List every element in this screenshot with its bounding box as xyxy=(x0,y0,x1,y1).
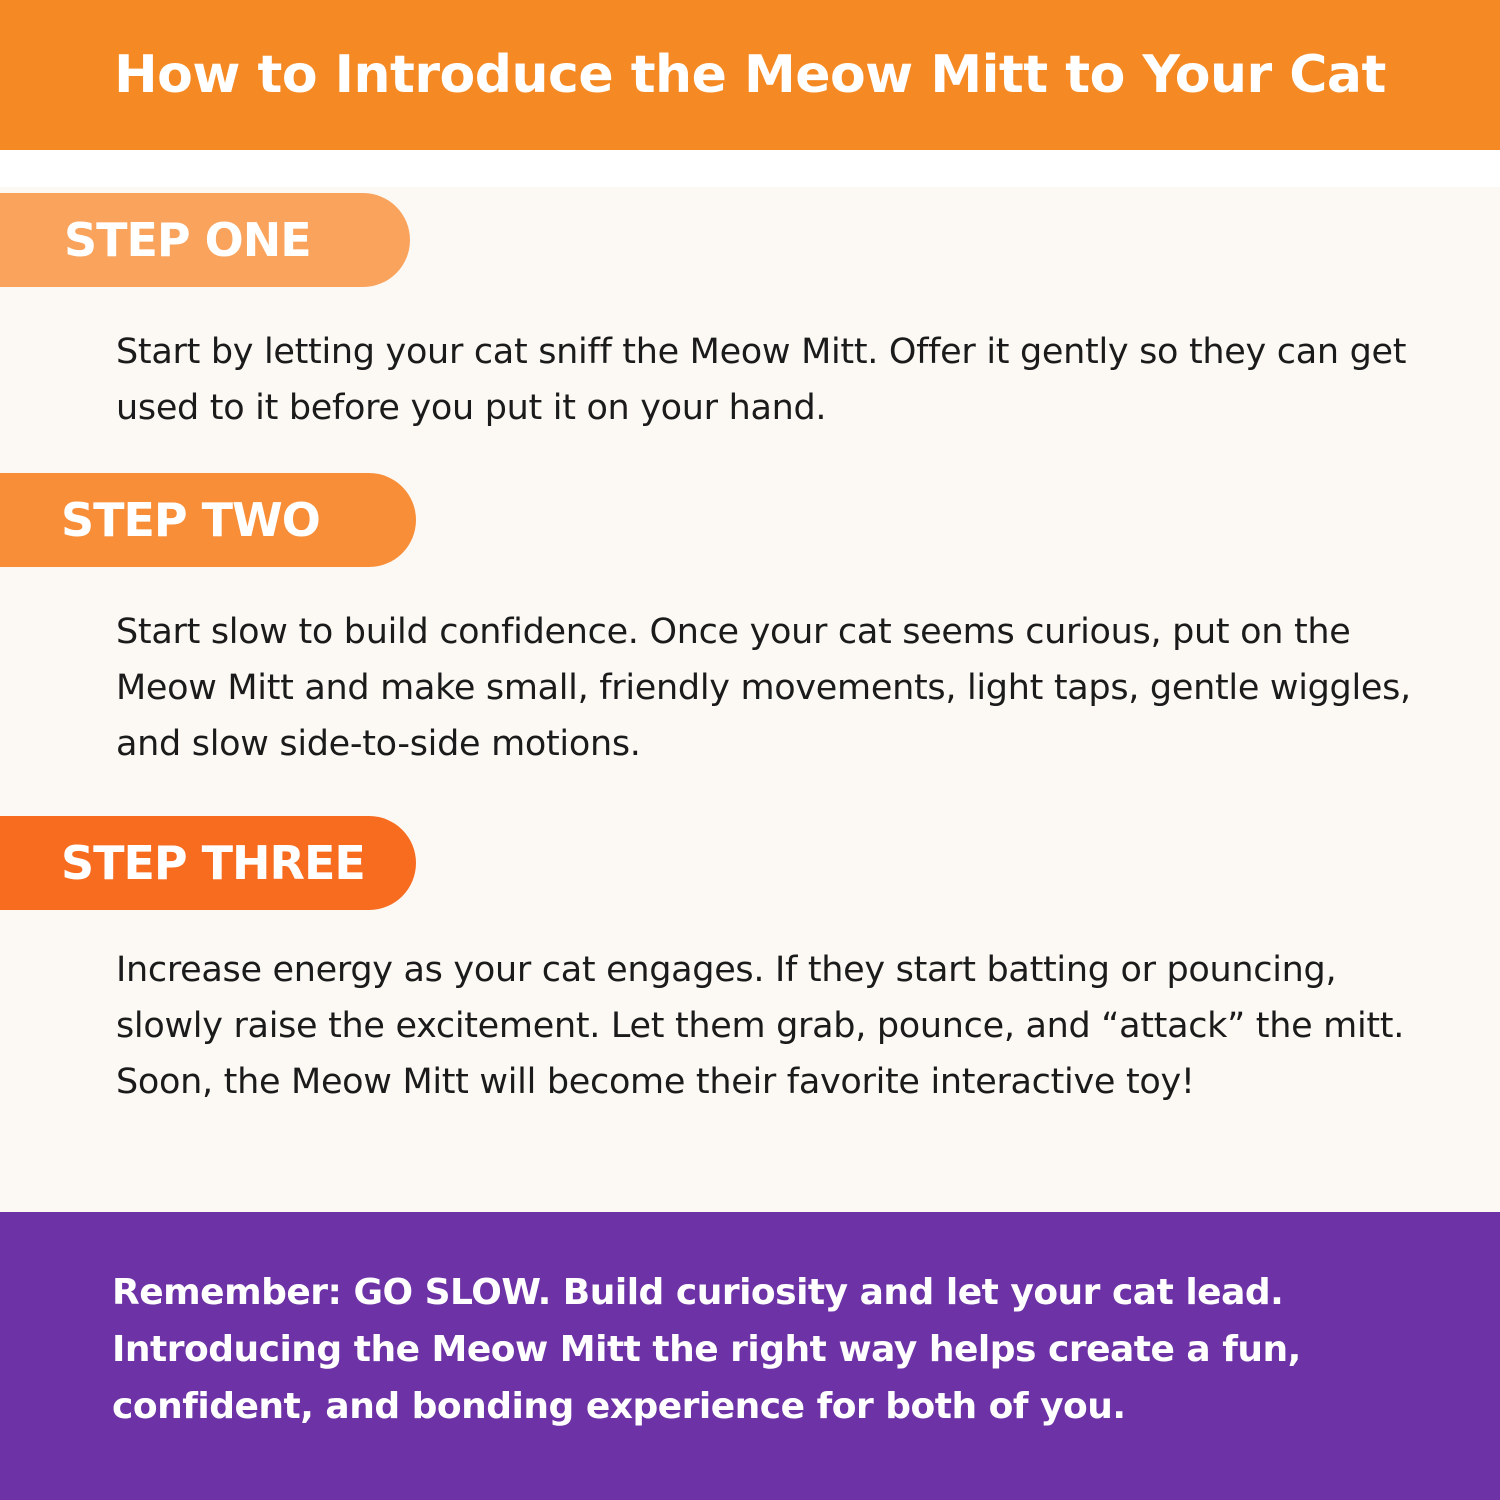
step-three-badge xyxy=(0,816,416,910)
step-three-text: Increase energy as your cat engages. If they start batting or pouncing, slowly raise the excitement. Let them grab, pounce, and “attack” the mitt. Soon, the Meow Mitt will become their favorite interactive toy! xyxy=(116,950,1405,1102)
steps-panel xyxy=(0,187,1500,1212)
reminder-banner xyxy=(0,1212,1500,1500)
step-one-badge xyxy=(0,193,410,287)
header-banner xyxy=(0,0,1500,150)
step-one-label: STEP ONE xyxy=(64,213,311,267)
step-two-label: STEP TWO xyxy=(61,493,320,547)
page-title: How to Introduce the Meow Mitt to Your Cat xyxy=(114,45,1386,105)
step-two-badge xyxy=(0,473,416,567)
step-two-text: Start slow to build confidence. Once your cat seems curious, put on the Meow Mitt and make small, friendly movements, light taps, gentle wiggles, and slow side-to-side motions. xyxy=(116,612,1411,764)
step-three-label: STEP THREE xyxy=(61,836,365,890)
step-one-text: Start by letting your cat sniff the Meow Mitt. Offer it gently so they can get used to it before you put it on your hand. xyxy=(116,332,1407,428)
reminder-text: Remember: GO SLOW. Build curiosity and let your cat lead. Introducing the Meow Mitt the right way helps create a fun, confident, and bonding experience for both of you. xyxy=(112,1272,1301,1427)
